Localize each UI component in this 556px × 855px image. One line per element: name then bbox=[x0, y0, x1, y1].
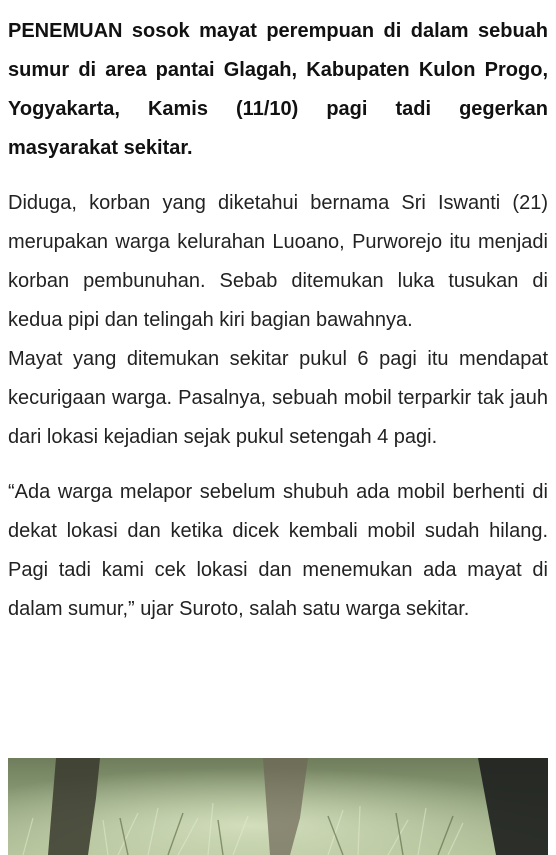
body-paragraph-1: Diduga, korban yang diketahui bernama Sri Iswanti (21) merupakan warga kelurahan Luoano, Purworejo itu menjadi korban pembunuhan. Sebab ditemukan luka tusukan di kedua pipi dan telingah kiri bagian bawahnya. bbox=[8, 192, 548, 331]
article-photo bbox=[8, 758, 548, 855]
lead-paragraph: PENEMUAN sosok mayat perempuan di dalam sebuah sumur di area pantai Glagah, Kabupaten Kulon Progo, Yogyakarta, Kamis (11/10) pagi tadi gegerkan masyarakat sekitar. bbox=[8, 20, 548, 159]
quote-paragraph: “Ada warga melapor sebelum shubuh ada mobil berhenti di dekat lokasi dan ketika dicek kembali mobil sudah hilang. Pagi tadi kami cek lokasi dan menemukan ada mayat di dalam sumur,” ujar Suroto, salah satu warga sekitar. bbox=[8, 481, 548, 620]
body-paragraph-2: Mayat yang ditemukan sekitar pukul 6 pagi itu mendapat kecurigaan warga. Pasalnya, sebuah mobil terparkir tak jauh dari lokasi kejadian sejak pukul setengah 4 pagi. bbox=[8, 348, 548, 448]
photo-scene bbox=[8, 758, 548, 855]
article-body bbox=[8, 12, 548, 629]
